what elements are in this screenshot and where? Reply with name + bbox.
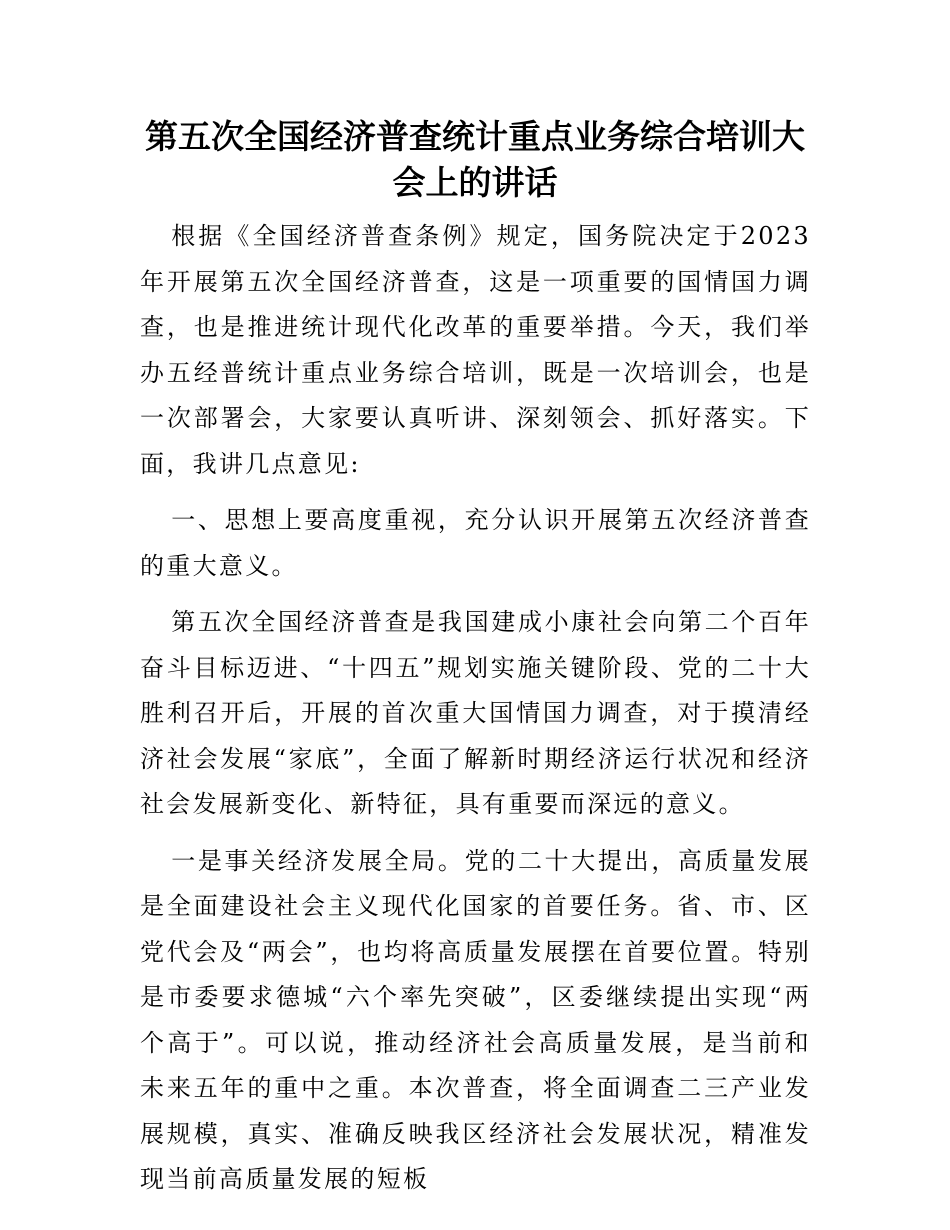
document-body: [140, 214, 811, 1214]
paragraph-heading-one: 一、思想上要高度重视，充分认识开展第五次经济普查的重大意义。: [140, 506, 811, 580]
paragraph-point-one: 一是事关经济发展全局。党的二十大提出，高质量发展是全面建设社会主义现代化国家的首要任务。省、市、区党代会及“两会”，也均将高质量发展摆在首要位置。特别是市委要求德城“六个率先突破”，区委继续提出实现“两个高于”。可以说，推动经济社会高质量发展，是当前和未来五年的重中之重。本次普查，将全面调查二三产业发展规模，真实、准确反映我区经济社会发展状况，精准发现当前高质量发展的短板: [140, 846, 811, 1193]
paragraph-intro: 根据《全国经济普查条例》规定，国务院决定于2023年开展第五次全国经济普查，这是一项重要的国情国力调查，也是推进统计现代化改革的重要举措。今天，我们举办五经普统计重点业务综合培训，既是一次培训会，也是一次部署会，大家要认真听讲、深刻领会、抓好落实。下面，我讲几点意见:: [140, 222, 811, 478]
document-title: 第五次全国经济普查统计重点业务综合培训大会上的讲话: [145, 117, 805, 202]
paragraph-significance: 第五次全国经济普查是我国建成小康社会向第二个百年奋斗目标迈进、“十四五”规划实施关键阶段、党的二十大胜利召开后，开展的首次重大国情国力调查，对于摸清经济社会发展“家底”，全面了解新时期经济运行状况和经济社会发展新变化、新特征，具有重要而深远的意义。: [140, 608, 811, 818]
